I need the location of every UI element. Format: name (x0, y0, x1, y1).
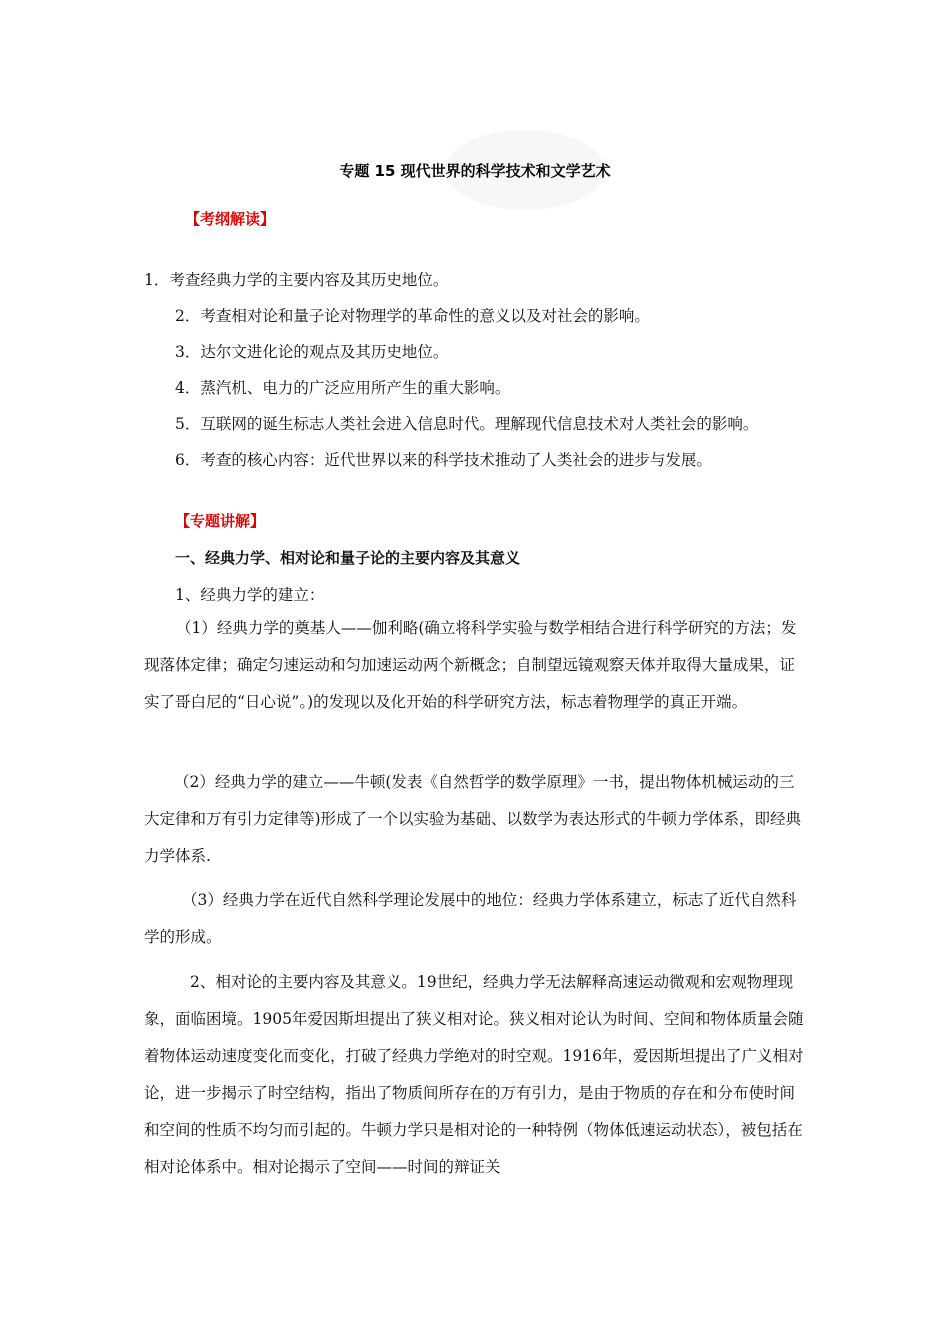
paragraph-newton: （2）经典力学的建立——牛顿(发表《自然哲学的数学原理》一书，提出物体机械运动的三大定律和万有引力定律等)形成了一个以实验为基础、以数学为表达形式的牛顿力学体系，即经典力学体系. (144, 773, 802, 865)
subheading-classical-mechanics: 1、经典力学的建立： (175, 586, 325, 604)
syllabus-item-1: 1．考查经典力学的主要内容及其历史地位。 (144, 271, 449, 289)
syllabus-item-3: 3．达尔文进化论的观点及其历史地位。 (175, 343, 449, 361)
syllabus-tag: 【考纲解读】 (185, 210, 276, 228)
syllabus-item-6: 6．考查的核心内容：近代世界以来的科学技术推动了人类社会的进步与发展。 (175, 451, 712, 469)
paragraph-status: （3）经典力学在近代自然科学理论发展中的地位：经典力学体系建立，标志了近代自然科学的形成。 (144, 891, 797, 946)
paragraph-relativity: 2、相对论的主要内容及其意义。19世纪，经典力学无法解释高速运动微观和宏观物理现象，面临困境。1905年爱因斯坦提出了狭义相对论。狭义相对论认为时间、空间和物体质量会随着物体运动速度变化而变化，打破了经典力学绝对的时空观。1916年，爱因斯坦提出了广义相对论，进一步揭示了时空结构，指出了物质间所存在的万有引力，是由于物质的存在和分布使时间和空间的性质不均匀而引起的。牛顿力学只是相对论的一种特例（物体低速运动状态），被包括在相对论体系中。相对论揭示了空间——时间的辩证关 (144, 973, 804, 1176)
syllabus-item-2: 2．考查相对论和量子论对物理学的革命性的意义以及对社会的影响。 (175, 307, 650, 325)
topic-explanation-tag: 【专题讲解】 (175, 512, 266, 530)
paragraph-galileo: （1）经典力学的奠基人——伽利略(确立将科学实验与数学相结合进行科学研究的方法；发现落体定律；确定匀速运动和匀加速运动两个新概念；自制望远镜观察天体并取得大量成果，证实了哥白尼的“日心说”。)的发现以及化开始的科学研究方法，标志着物理学的真正开端。 (144, 619, 797, 711)
syllabus-item-5: 5．互联网的诞生标志人类社会进入信息时代。理解现代信息技术对人类社会的影响。 (175, 415, 759, 433)
document-title: 专题 15 现代世界的科学技术和文学艺术 (339, 162, 611, 180)
syllabus-item-4: 4．蒸汽机、电力的广泛应用所产生的重大影响。 (175, 379, 511, 397)
section-heading-1: 一、经典力学、相对论和量子论的主要内容及其意义 (175, 549, 521, 567)
